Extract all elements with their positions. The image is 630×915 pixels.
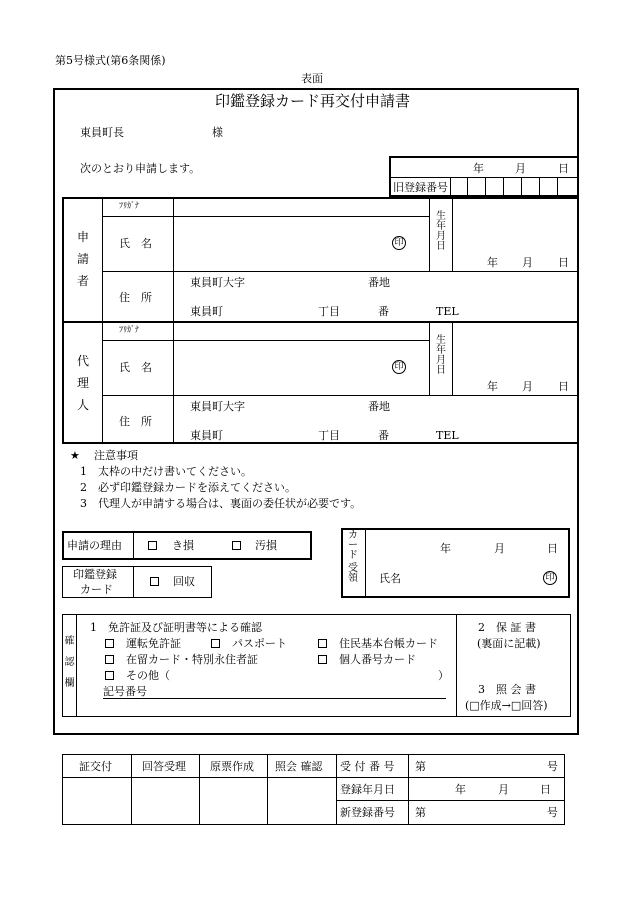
- office-header: 回答受理: [142, 760, 186, 773]
- form-title: 印鑑登録カード再交付申請書: [215, 92, 411, 110]
- addressee-honorific: 様: [212, 126, 223, 139]
- new-reg-no-go: 号: [547, 806, 558, 819]
- confirmation-label: 確 認 欄: [64, 636, 75, 689]
- receipt-no-label: 受 付 番 号: [340, 760, 395, 773]
- id-check-option: 個人番号カード: [339, 653, 416, 666]
- id-check-checkbox[interactable]: [105, 655, 114, 664]
- card-receipt-label: カ ー ド 受 領: [348, 530, 358, 584]
- card-recovery-label: 印鑑登録: [73, 568, 117, 581]
- addressee-name: 東員町長: [80, 126, 124, 139]
- applicant-addr-chome: 丁目: [318, 305, 340, 318]
- reason-option-label: き損: [172, 539, 194, 552]
- code-number-line: [103, 698, 446, 699]
- agent-birth-label: 生 年 月 日: [436, 335, 446, 376]
- reason-option-checkbox[interactable]: [232, 541, 241, 550]
- id-check-checkbox[interactable]: [105, 671, 114, 680]
- inquiry-title: 3 照 会 書: [478, 683, 536, 696]
- id-check-checkbox[interactable]: [105, 639, 114, 648]
- reason-label: 申請の理由: [67, 539, 122, 552]
- receipt-name-label: 氏名: [379, 572, 401, 585]
- agent-name-label: 氏 名: [119, 361, 152, 374]
- reg-date-month: 月: [498, 783, 509, 796]
- other-close-paren: ）: [438, 669, 449, 682]
- applicant-address-label: 住 所: [119, 291, 152, 304]
- id-check-option: パスポート: [232, 637, 287, 650]
- agent-tel-label: TEL: [436, 429, 459, 442]
- agent-addr-ban: 番: [378, 429, 389, 442]
- agent-addr-line2: 東員町: [190, 429, 223, 442]
- agent-seal-mark: 印: [392, 360, 406, 374]
- applicant-name-label: 氏 名: [119, 237, 152, 250]
- notes-item: 3 代理人が申請する場合は、裏面の委任状が必要です。: [80, 497, 362, 510]
- applicant-addr-line2: 東員町: [190, 305, 223, 318]
- id-check-checkbox[interactable]: [318, 655, 327, 664]
- card-receipt-box: [341, 528, 570, 598]
- card-recovery-label: カード: [80, 583, 113, 596]
- notes-star: ★: [70, 449, 80, 462]
- id-check-option: その他（: [126, 669, 170, 682]
- receipt-no-dai: 第: [415, 760, 426, 773]
- notes-heading: 注意事項: [94, 449, 138, 462]
- date-month: 月: [515, 162, 526, 175]
- applicant-birth-year: 年: [487, 256, 498, 269]
- receipt-date-day: 日: [547, 542, 558, 555]
- date-year: 年: [473, 162, 484, 175]
- applicant-tel-label: TEL: [436, 305, 459, 318]
- office-header: 原票作成: [210, 760, 254, 773]
- agent-addr-chome: 丁目: [318, 429, 340, 442]
- applicant-birth-label: 生 年 月 日: [436, 211, 446, 252]
- reg-date-label: 登録年月日: [340, 783, 395, 796]
- office-header: 照会 確認: [275, 760, 323, 773]
- reg-date-day: 日: [540, 783, 551, 796]
- reason-option-label: 汚損: [255, 539, 277, 552]
- new-reg-no-dai: 第: [415, 806, 426, 819]
- agent-birth-year: 年: [487, 380, 498, 393]
- applicant-birth-month: 月: [522, 256, 533, 269]
- id-check-option: 在留カード・特別永住者証: [126, 653, 258, 666]
- notes-item: 1 太枠の中だけ書いてください。: [80, 465, 252, 478]
- agent-furigana-label: ﾌﾘｶﾞﾅ: [119, 325, 139, 334]
- recovery-checkbox[interactable]: [150, 577, 159, 586]
- guarantee-note: (裏面に記載): [477, 637, 541, 650]
- applicant-furigana-label: ﾌﾘｶﾞﾅ: [119, 201, 139, 210]
- recovery-option-label: 回収: [173, 575, 195, 588]
- inquiry-note: (□作成→□回答): [465, 699, 548, 712]
- form-number: 第5号様式(第6条関係): [55, 54, 166, 67]
- reason-option-checkbox[interactable]: [148, 541, 157, 550]
- date-day: 日: [558, 162, 569, 175]
- id-check-option: 住民基本台帳カード: [339, 637, 438, 650]
- notes-item: 2 必ず印鑑登録カードを添えてください。: [80, 481, 296, 494]
- id-check-checkbox[interactable]: [318, 639, 327, 648]
- office-header: 証交付: [79, 760, 112, 773]
- applicant-section-label: 申 請 者: [76, 230, 89, 288]
- agent-addr-banchi: 番地: [368, 400, 390, 413]
- applicant-seal-mark: 印: [392, 236, 406, 250]
- reg-date-year: 年: [455, 783, 466, 796]
- applicant-addr-banchi: 番地: [368, 276, 390, 289]
- receipt-no-go: 号: [547, 760, 558, 773]
- old-reg-no-label: 旧登録番号: [393, 181, 448, 194]
- agent-birth-month: 月: [522, 380, 533, 393]
- intro-text: 次のとおり申請します。: [80, 162, 201, 175]
- agent-section-label: 代 理 人: [76, 354, 89, 412]
- applicant-addr-line1: 東員町大字: [190, 276, 245, 289]
- applicant-addr-ban: 番: [378, 305, 389, 318]
- guarantee-title: 2 保 証 書: [478, 621, 536, 634]
- confirmation-heading: 1 免許証及び証明書等による確認: [90, 621, 262, 634]
- receipt-date-year: 年: [440, 542, 451, 555]
- new-reg-no-label: 新登録番号: [340, 806, 395, 819]
- applicant-birth-day: 日: [558, 256, 569, 269]
- code-number-label: 記号番号: [103, 685, 147, 698]
- receipt-date-month: 月: [494, 542, 505, 555]
- receipt-seal-mark: 印: [543, 571, 557, 585]
- agent-addr-line1: 東員町大字: [190, 400, 245, 413]
- id-check-option: 運転免許証: [126, 637, 181, 650]
- agent-birth-day: 日: [558, 380, 569, 393]
- id-check-checkbox[interactable]: [211, 639, 220, 648]
- side-label: 表面: [301, 72, 323, 85]
- agent-address-label: 住 所: [119, 415, 152, 428]
